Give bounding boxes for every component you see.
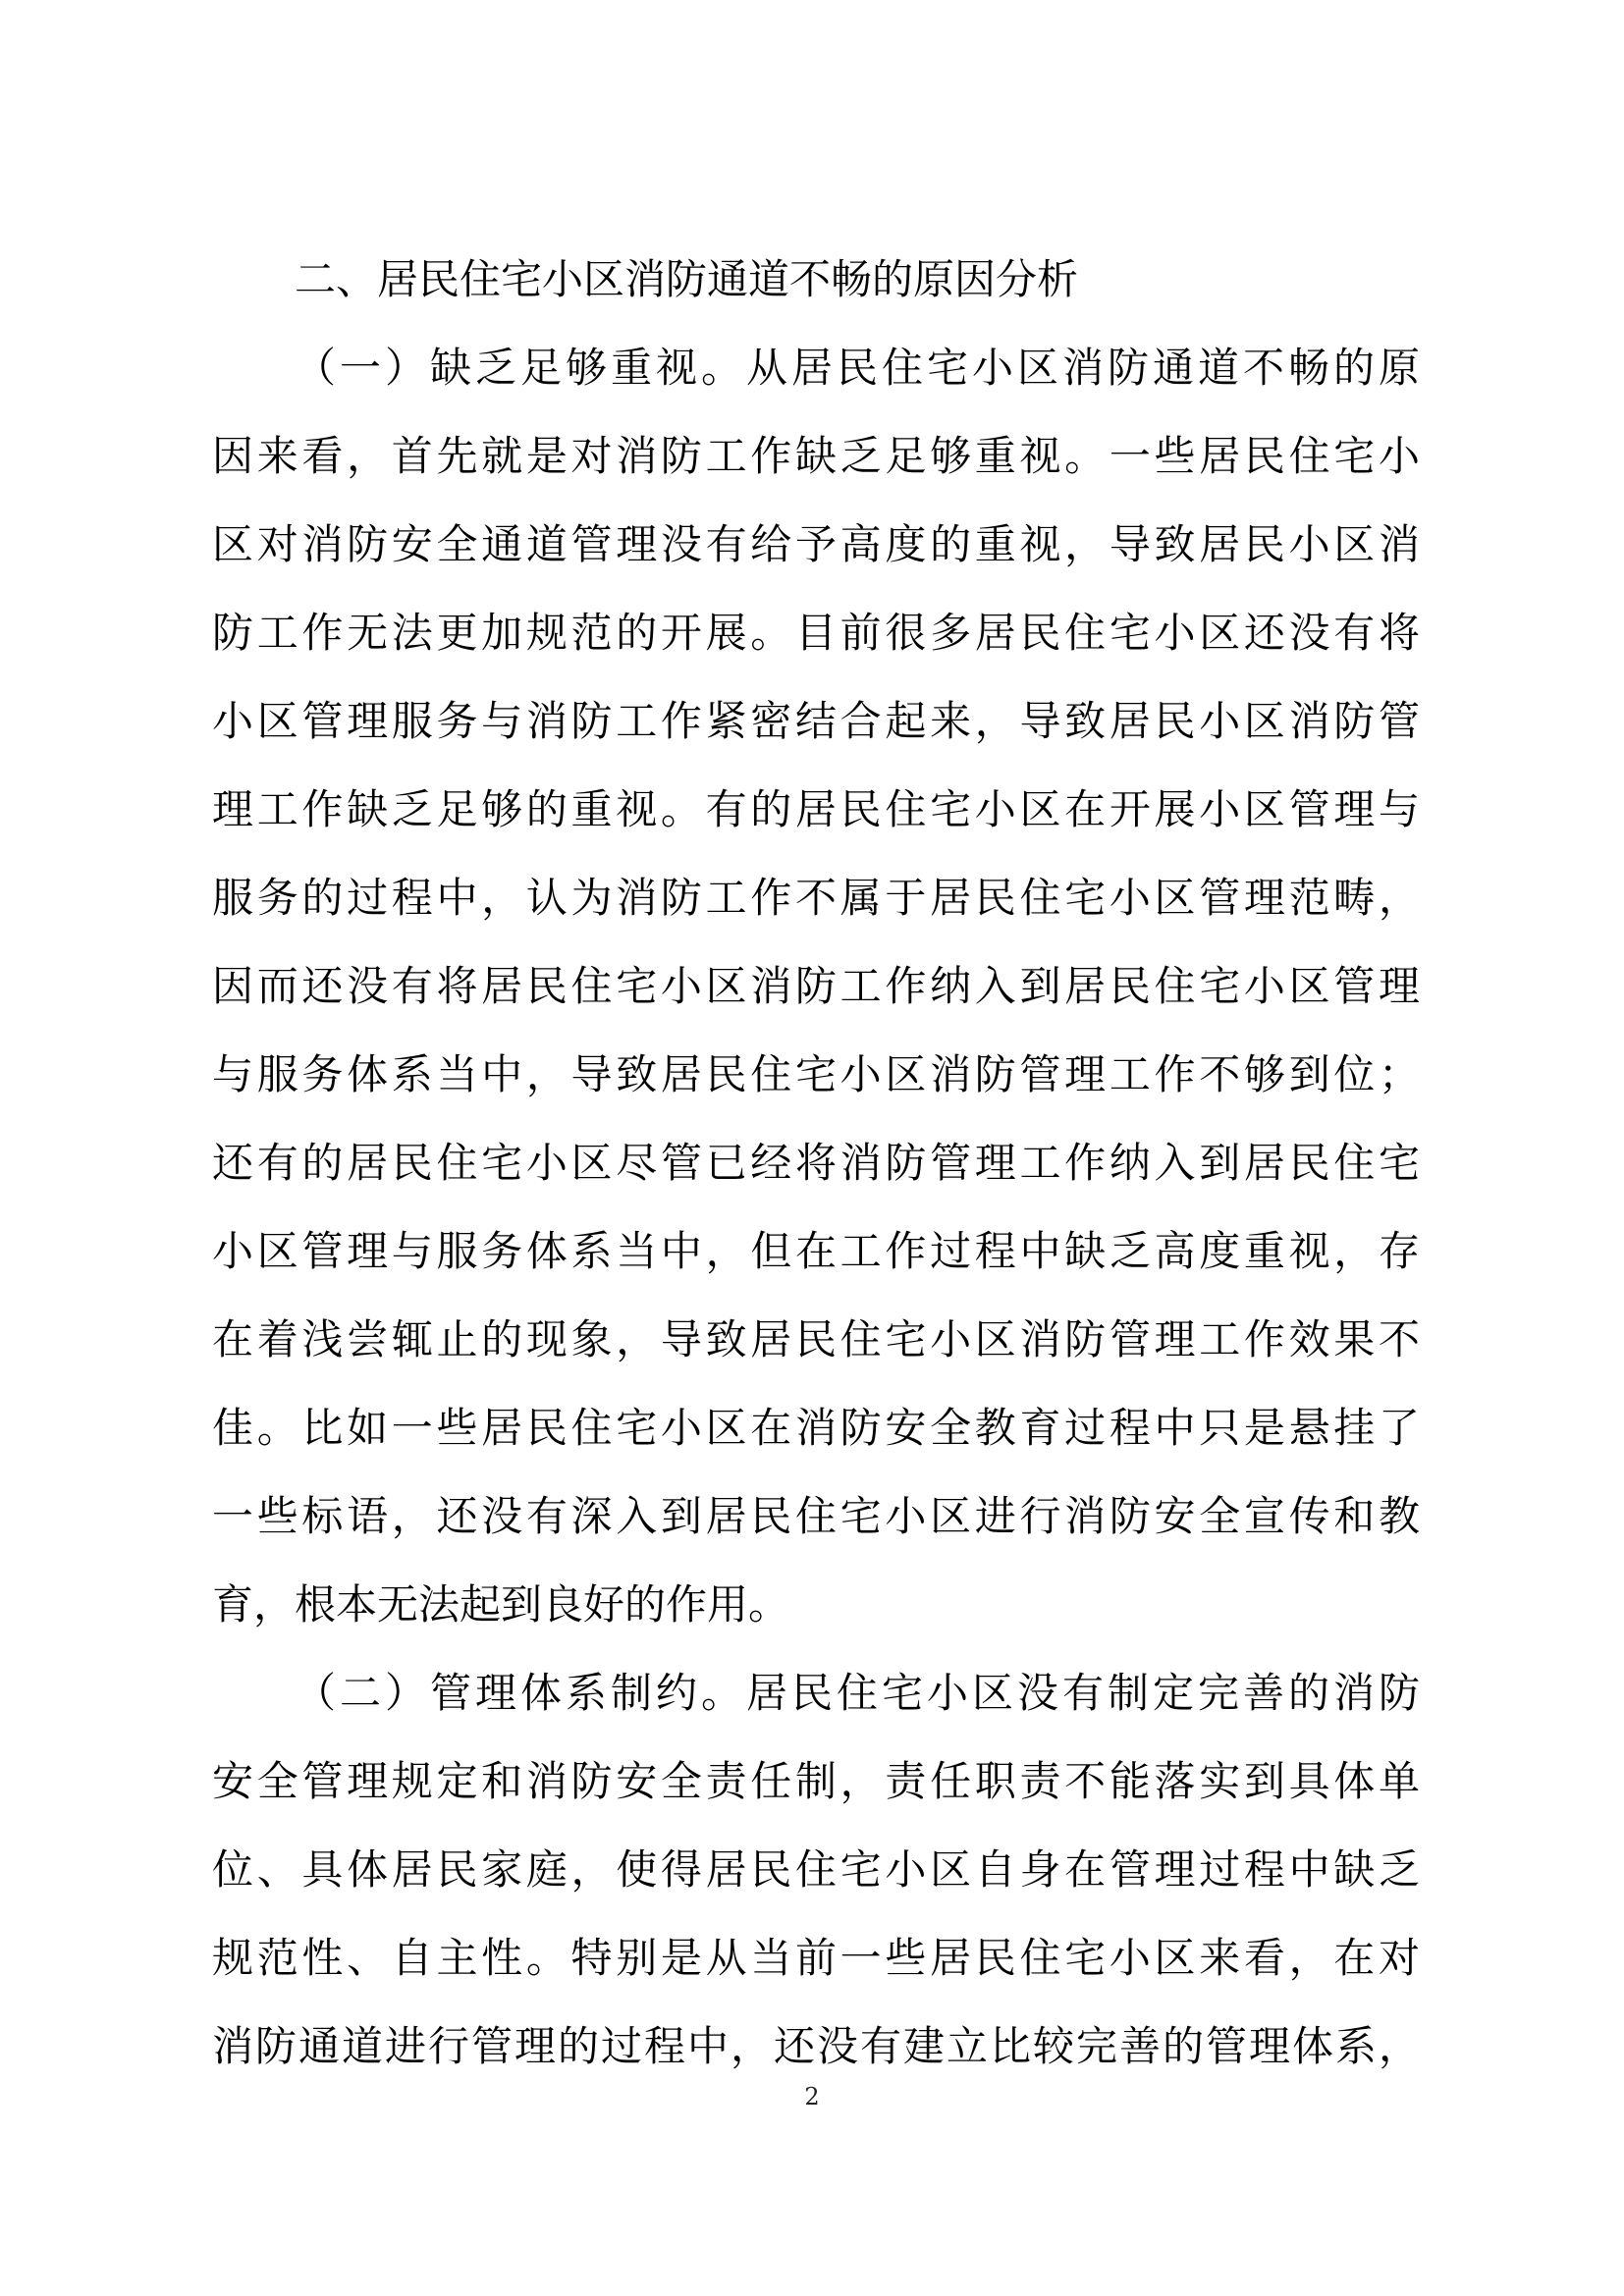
paragraph-line: 服务的过程中，认为消防工作不属于居民住宅小区管理范畴，	[212, 874, 1420, 922]
paragraph-line: 位、具体居民家庭，使得居民住宅小区自身在管理过程中缺乏	[212, 1845, 1420, 1894]
paragraph-line: 理工作缺乏足够的重视。有的居民住宅小区在开展小区管理与	[212, 785, 1420, 833]
paragraph-management-system	[212, 1649, 1420, 2091]
paragraph-lack-of-attention	[212, 324, 1420, 1649]
paragraph-line: 因而还没有将居民住宅小区消防工作纳入到居民住宅小区管理	[212, 962, 1420, 1010]
paragraph-line: 小区管理服务与消防工作紧密结合起来，导致居民小区消防管	[212, 697, 1420, 745]
paragraph-line: 因来看，首先就是对消防工作缺乏足够重视。一些居民住宅小	[212, 432, 1420, 480]
paragraph-line: 佳。比如一些居民住宅小区在消防安全教育过程中只是悬挂了	[212, 1404, 1420, 1452]
paragraph-line: 育，根本无法起到良好的作用。	[212, 1580, 790, 1629]
paragraph-line: 一些标语，还没有深入到居民住宅小区进行消防安全宣传和教	[212, 1492, 1420, 1540]
paragraph-line: 规范性、自主性。特别是从当前一些居民住宅小区来看，在对	[212, 1934, 1420, 1982]
paragraph-line: 区对消防安全通道管理没有给予高度的重视，导致居民小区消	[212, 520, 1420, 568]
paragraph-line: （一）缺乏足够重视。从居民住宅小区消防通道不畅的原	[295, 344, 1420, 392]
paragraph-line: 在着浅尝辄止的现象，导致居民住宅小区消防管理工作效果不	[212, 1315, 1420, 1363]
paragraph-line: 还有的居民住宅小区尽管已经将消防管理工作纳入到居民住宅	[212, 1139, 1420, 1187]
paragraph-line: 小区管理与服务体系当中，但在工作过程中缺乏高度重视，存	[212, 1227, 1420, 1275]
page-number: 2	[804, 2083, 820, 2110]
paragraph-line: 消防通道进行管理的过程中，还没有建立比较完善的管理体系，	[212, 2022, 1420, 2070]
paragraph-line: （二）管理体系制约。居民住宅小区没有制定完善的消防	[295, 1669, 1420, 1717]
document-body	[212, 236, 1420, 2091]
paragraph-line: 安全管理规定和消防安全责任制，责任职责不能落实到具体单	[212, 1757, 1420, 1805]
paragraph-line: 防工作无法更加规范的开展。目前很多居民住宅小区还没有将	[212, 609, 1420, 657]
paragraph-line: 与服务体系当中，导致居民住宅小区消防管理工作不够到位；	[212, 1050, 1420, 1098]
section-heading: 二、居民住宅小区消防通道不畅的原因分析	[295, 255, 1079, 303]
